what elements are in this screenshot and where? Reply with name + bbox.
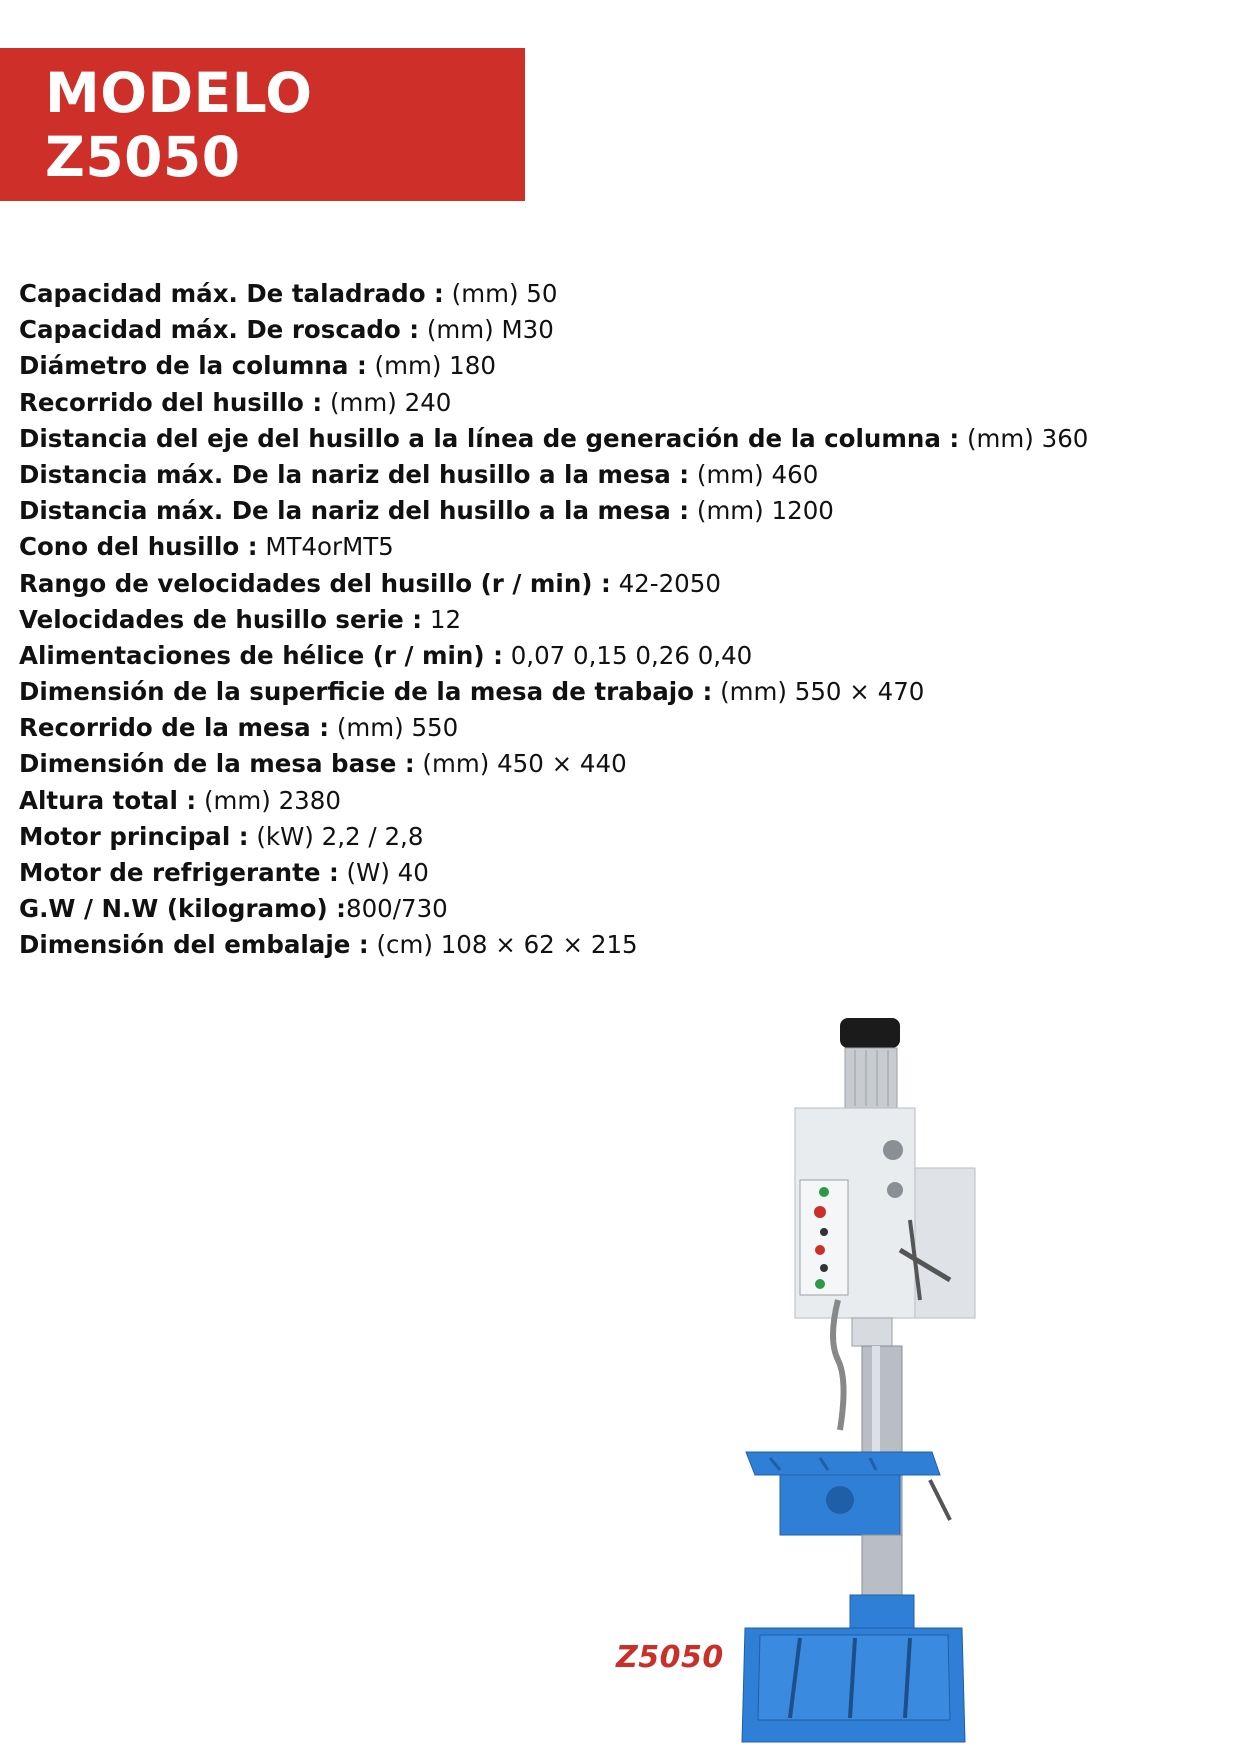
spec-label: Rango de velocidades del husillo (r / min) : bbox=[19, 568, 611, 598]
spec-row bbox=[19, 457, 1219, 493]
spec-value: (mm) 550 bbox=[329, 713, 459, 743]
spec-value: 12 bbox=[422, 604, 462, 634]
spec-label: Altura total : bbox=[19, 785, 197, 815]
spec-row bbox=[19, 783, 1219, 819]
spec-value: (mm) 460 bbox=[689, 459, 819, 489]
spec-label: Recorrido del husillo : bbox=[19, 387, 323, 417]
spec-row bbox=[19, 385, 1219, 421]
spec-row bbox=[19, 602, 1219, 638]
spec-label: Diámetro de la columna : bbox=[19, 351, 367, 381]
spec-row bbox=[19, 638, 1219, 674]
spec-row bbox=[19, 529, 1219, 565]
spec-row bbox=[19, 746, 1219, 782]
spec-value: (mm) 50 bbox=[443, 279, 558, 308]
spec-label: Distancia del eje del husillo a la línea de generación de la columna : bbox=[19, 423, 960, 453]
spec-value: (mm) 180 bbox=[366, 351, 496, 381]
spec-value: 0,07 0,15 0,26 0,40 bbox=[502, 640, 753, 670]
spec-value: MT4orMT5 bbox=[257, 532, 394, 562]
spec-value: (mm) 1200 bbox=[689, 496, 834, 526]
spec-label: Motor principal : bbox=[19, 821, 249, 851]
spec-label: Alimentaciones de hélice (r / min) : bbox=[19, 640, 503, 670]
spec-value: 42-2050 bbox=[610, 568, 721, 598]
spec-row bbox=[19, 276, 1219, 312]
spec-row bbox=[19, 855, 1219, 891]
model-label: Z5050 bbox=[616, 1640, 724, 1675]
spec-value: (mm) 2380 bbox=[196, 785, 341, 815]
spec-row bbox=[19, 348, 1219, 384]
spec-value: (W) 40 bbox=[338, 858, 429, 887]
spec-label: G.W / N.W (kilogramo) : bbox=[19, 894, 346, 924]
spec-label: Recorrido de la mesa : bbox=[19, 713, 330, 743]
page-title: MODELO Z5050 bbox=[45, 60, 313, 189]
spec-value: (mm) 450 × 440 bbox=[414, 749, 627, 779]
spec-value: (mm) 550 × 470 bbox=[712, 677, 925, 707]
spec-row bbox=[19, 421, 1219, 457]
spec-label: Dimensión del embalaje : bbox=[19, 930, 369, 960]
spec-value: (mm) M30 bbox=[419, 315, 554, 345]
spec-label: Cono del husillo : bbox=[19, 532, 258, 562]
spec-row bbox=[19, 312, 1219, 348]
spec-value: (mm) 240 bbox=[322, 387, 452, 417]
title-banner bbox=[0, 48, 525, 201]
drill-press-image bbox=[600, 1005, 1020, 1750]
spec-row bbox=[19, 674, 1219, 710]
spec-label: Dimensión de la superficie de la mesa de trabajo : bbox=[19, 677, 713, 707]
spec-label: Capacidad máx. De roscado : bbox=[19, 315, 420, 345]
spec-row bbox=[19, 493, 1219, 529]
spec-value: (kW) 2,2 / 2,8 bbox=[248, 821, 424, 851]
spec-label: Velocidades de husillo serie : bbox=[19, 604, 423, 634]
spec-label: Distancia máx. De la nariz del husillo a la mesa : bbox=[19, 459, 690, 489]
spec-value: (mm) 360 bbox=[959, 423, 1089, 453]
spec-row bbox=[19, 891, 1219, 927]
spec-label: Distancia máx. De la nariz del husillo a la mesa : bbox=[19, 496, 690, 526]
spec-row bbox=[19, 927, 1219, 963]
spec-label: Capacidad máx. De taladrado : bbox=[19, 279, 444, 308]
spec-row bbox=[19, 819, 1219, 855]
spec-label: Dimensión de la mesa base : bbox=[19, 749, 415, 779]
spec-row bbox=[19, 566, 1219, 602]
spec-value: (cm) 108 × 62 × 215 bbox=[368, 930, 638, 960]
spec-label: Motor de refrigerante : bbox=[19, 858, 339, 887]
spec-row bbox=[19, 710, 1219, 746]
spec-value: 800/730 bbox=[345, 894, 448, 924]
spec-list bbox=[19, 276, 1219, 964]
